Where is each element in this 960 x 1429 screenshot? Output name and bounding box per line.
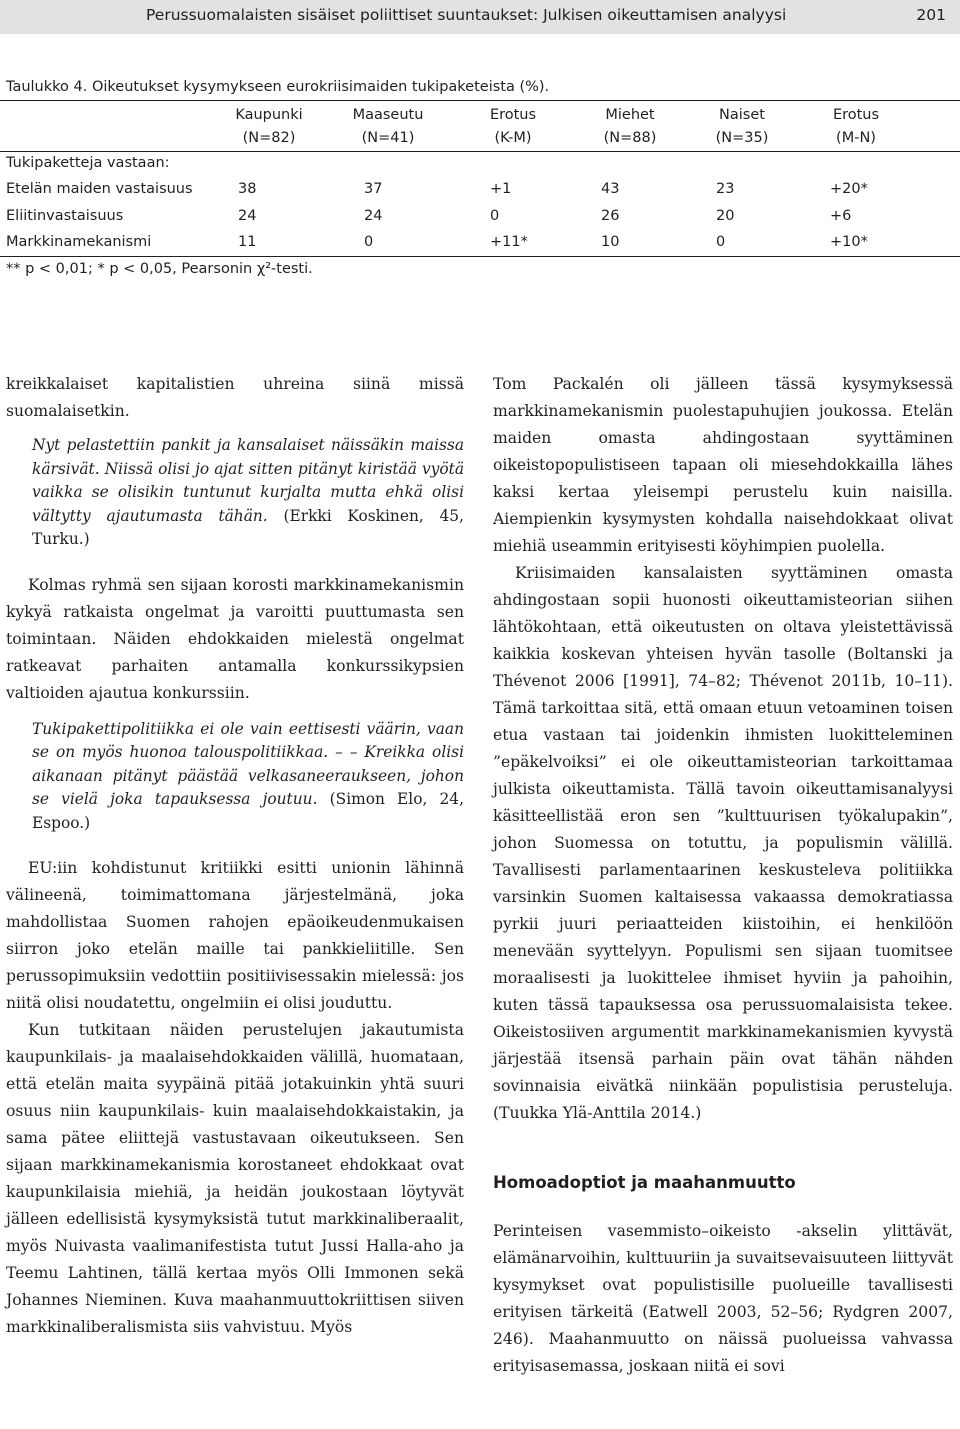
table-bottom-rule [0,256,960,257]
col-head-erotus-mn: Erotus (M-N) [832,107,880,146]
table-cell: 10 [601,234,620,250]
table-cell: 37 [364,181,383,197]
block-quote: Nyt pelastettiin pankit ja kansalaiset näissäkin maissa kärsivät. Niissä olisi jo ajat sitten pitänyt kiristää vyötä vaikka se olisikin tuntunut kurjalta mutta ehkä olisi vältytty ajautumasta tähän. (Erkki Koskinen, 45, Turku.) [32,436,464,548]
right-text-column [493,371,953,1380]
row-label: Markkinamekanismi [6,234,152,250]
running-header [0,0,960,34]
col-head-miehet: Miehet (N=88) [603,107,657,146]
table-cell: +20* [830,181,868,197]
table-footnote: ** p < 0,01; * p < 0,05, Pearsonin χ²-testi. [6,261,313,277]
table-cell: 0 [716,234,726,250]
table-section-label: Tukipaketteja vastaan: [6,155,170,171]
col-head-naiset: Naiset (N=35) [715,107,769,146]
running-title: Perussuomalaisten sisäiset poliittiset suuntaukset: Julkisen oikeuttamisen analyysi [146,6,787,24]
paragraph: Tom Packalén oli jälleen tässä kysymyksessä markkinamekanismin puolestapuhujien joukossa. Etelän maiden omasta ahdingostaan syyttäminen oikeistopopulistiseen tapaan oli miesehdokkailla lähes kaksi kertaa yleisempi perustelu kuin naisilla. Aiempienkin kysymysten kohdalla naisehdokkaat olivat miehiä useammin erityisesti köyhimpien puolella. [493,375,953,555]
table-header-rule [0,151,960,152]
left-text-column [6,371,464,1341]
table-cell: 24 [238,208,257,224]
page-number: 201 [916,6,946,24]
table-top-rule [0,100,960,101]
table-cell: 11 [238,234,257,250]
table-cell: 0 [364,234,374,250]
paragraph: Kun tutkitaan näiden perustelujen jakautumista kaupunkilais- ja maalaisehdokkaiden välillä, huomataan, että etelän maita syypäinä pitää jotakuinkin yhtä suuri osuus niin kaupunkilais- kuin maalaisehdokkaistakin, ja sama pätee eliittejä vastustavaan oikeutukseen. Sen sijaan markkinamekanismia korostaneet ehdokkaat ovat kaupunkilaisia miehiä, ja heidän joukostaan löytyvät jälleen edellisistä kysymyksistä tutut markkinaliberaalit, myös Nuivasta vaalimanifestista tutut Jussi Halla-aho ja Teemu Lahtinen, tällä kertaa myös Olli Immonen sekä Johannes Nieminen. Kuva maahanmuuttokriittisen siiven markkinaliberalismista siis vahvistuu. Myös [6,1021,464,1336]
paragraph: Kolmas ryhmä sen sijaan korosti markkinamekanismin kykyä ratkaista ongelmat ja varoitti puuttumasta sen toimintaan. Näiden ehdokkaiden mielestä ongelmat ratkeavat parhaiten antamalla konkurssikypsien valtioiden ajautua konkurssiin. [6,575,464,702]
section-heading: Homoadoptiot ja maahanmuutto [493,1173,796,1192]
row-label: Etelän maiden vastaisuus [6,181,193,197]
paragraph: kreikkalaiset kapitalistien uhreina siinä missä suomalaisetkin. [6,375,464,420]
col-head-erotus-km: Erotus (K-M) [489,107,537,146]
col-head-kaupunki: Kaupunki (N=82) [235,107,303,146]
table-caption: Taulukko 4. Oikeutukset kysymykseen eurokriisimaiden tukipaketeista (%). [6,79,550,95]
table-cell: 23 [716,181,735,197]
col-head-maaseutu: Maaseutu (N=41) [352,107,424,146]
table-cell: +11* [490,234,528,250]
paragraph: Perinteisen vasemmisto–oikeisto -akselin ylittävät, elämänarvoihin, kulttuuriin ja suvaitsevaisuuteen liittyvät kysymykset ovat populistisille puolueille tavallisesti erityisen tärkeitä (Eatwell 2003, 52–56; Rydgren 2007, 246). Maahanmuutto on näissä puolueissa vahvassa erityisasemassa, joskaan niitä ei sovi [493,1222,953,1375]
table-cell: 24 [364,208,383,224]
table-cell: 20 [716,208,735,224]
block-quote: Tukipakettipolitiikka ei ole vain eettisesti väärin, vaan se on myös huonoa talouspolitiikkaa. – – Kreikka olisi aikanaan pitänyt päästää velkasaneeraukseen, johon se vielä joka tapauksessa joutuu. (Simon Elo, 24, Espoo.) [32,719,464,832]
table-cell: +10* [830,234,868,250]
table-cell: +1 [490,181,512,197]
paragraph: EU:iin kohdistunut kritiikki esitti unionin lähinnä välineenä, toimimattomana järjestelmänä, joka mahdollistaa Suomen rahojen epäoikeudenmukaisen siirron joko etelän maille tai pankkieliitille. Sen perussopimuksiin vedottiin positiivisessakin mielessä: jos niitä olisi noudatettu, ongelmiin ei olisi jouduttu. [6,859,464,1012]
paragraph: Kriisimaiden kansalaisten syyttäminen omasta ahdingostaan sopii huonosti oikeuttamisteorian siihen lähtökohtaan, että oikeutusten on oltava yleistettävissä kaikkia koskevan yhteisen hyvän tasolle (Boltanski ja Thévenot 2006 [1991], 74–82; Thévenot 2011b, 10–11). Tämä tarkoittaa sitä, että omaan etuun vetoaminen toisen etua vastaan tai joidenkin ihmisten luokitteleminen ”epäkelvoiksi” ei ole oikeuttamisteorian tarkoittamaa julkista oikeuttamista. Tällä tavoin oikeuttamisanalyysi käsitteellistää eron sen ”kulttuurisen työkalupakin”, johon Suomessa on totuttu, ja populismin välillä. Tavallisesti parlamentaarinen keskusteleva politiikka varsinkin Suomen kaltaisessa vakaassa demokratiassa pyrkii juuri periaatteiden kiistoihin, ei henkilöön menevään syyttelyyn. Populismi sen sijaan tuomitsee moraalisesti ja luokittelee ihmiset hyviin ja pahoihin, kuten tässä tapauksessa osa perussuomalaisista tekee. Oikeistosiiven argumentit markkinamekanismien kyvystä järjestää itsensä parhain päin ovat tähän nähden sovinnaisia eivätkä niinkään populistisia perusteluja. (Tuukka Ylä-Anttila 2014.) [493,564,953,1122]
table-cell: 43 [601,181,620,197]
table-cell: +6 [830,208,852,224]
row-label: Eliitinvastaisuus [6,208,124,224]
table-cell: 0 [490,208,500,224]
table-cell: 26 [601,208,620,224]
table-cell: 38 [238,181,257,197]
